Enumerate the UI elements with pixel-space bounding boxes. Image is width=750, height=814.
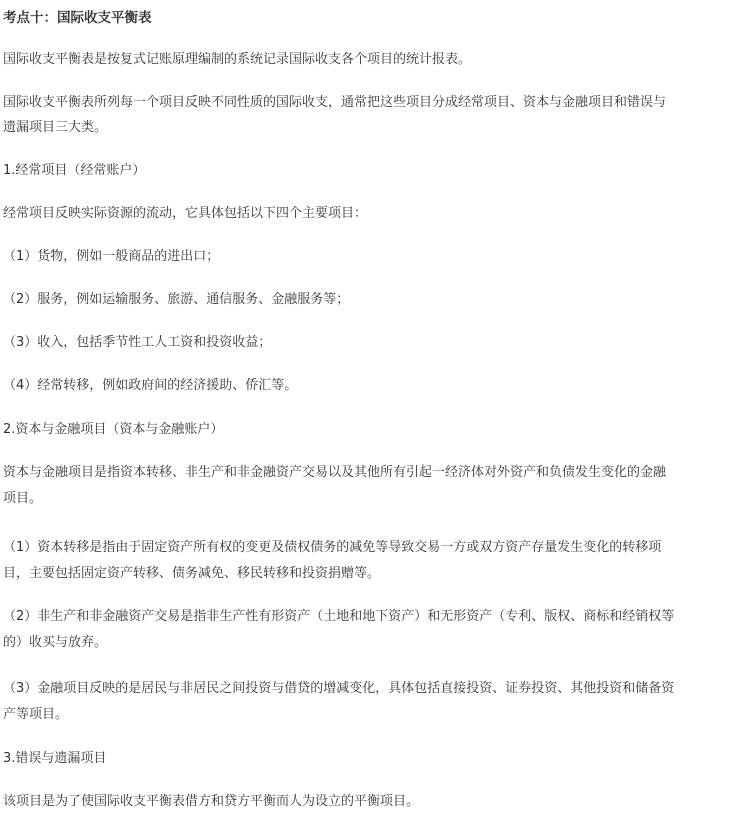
paragraph-capital-financial-line-2: 项目。 (3, 491, 43, 506)
paragraph-errors-omissions: 该项目是为了使国际收支平衡表借方和贷方平衡而人为设立的平衡项目。 (3, 794, 420, 809)
subheading-current-account: 1.经常项目（经常账户） (3, 163, 146, 178)
paragraph-definition: 国际收支平衡表是按复式记账原理编制的系统记录国际收支各个项目的统计报表。 (3, 52, 472, 67)
list-item-services: （2）服务，例如运输服务、旅游、通信服务、金融服务等； (3, 292, 350, 307)
subheading-errors-omissions: 3.错误与遗漏项目 (3, 751, 107, 766)
list-item-capital-transfer-line-2: 目，主要包括固定资产转移、债务减免、移民转移和投资捐赠等。 (3, 566, 381, 581)
list-item-nonproduced-assets-line-1: （2）非生产和非金融资产交易是指非生产性有形资产（土地和地下资产）和无形资产（专利、版权、商标和经销权等 (3, 609, 675, 624)
paragraph-capital-financial-line-1: 资本与金融项目是指资本转移、非生产和非金融资产交易以及其他所有引起一经济体对外资产和负债发生变化的金融 (3, 465, 667, 480)
paragraph-categories-line-1: 国际收支平衡表所列每一个项目反映不同性质的国际收支，通常把这些项目分成经常项目、资本与金融项目和错误与 (3, 95, 667, 110)
list-item-transfers: （4）经常转移，例如政府间的经济援助、侨汇等。 (3, 378, 298, 393)
section-heading: 考点十：国际收支平衡表 (3, 10, 152, 26)
list-item-capital-transfer-line-1: （1）资本转移是指由于固定资产所有权的变更及债权债务的减免等导致交易一方或双方资产存量发生变化的转移项 (3, 540, 662, 555)
list-item-nonproduced-assets-line-2: 的）收买与放弃。 (3, 635, 108, 650)
list-item-financial-account-line-2: 产等项目。 (3, 707, 69, 722)
paragraph-current-account: 经常项目反映实际资源的流动，它具体包括以下四个主要项目： (3, 206, 368, 221)
list-item-financial-account-line-1: （3）金融项目反映的是居民与非居民之间投资与借贷的增减变化，具体包括直接投资、证券投资、其他投资和储备资 (3, 681, 675, 696)
subheading-capital-financial: 2.资本与金融项目（资本与金融账户） (3, 422, 224, 437)
list-item-income: （3）收入，包括季节性工人工资和投资收益； (3, 335, 272, 350)
paragraph-categories-line-2: 遗漏项目三大类。 (3, 120, 108, 135)
list-item-goods: （1）货物，例如一般商品的进出口； (3, 249, 220, 264)
